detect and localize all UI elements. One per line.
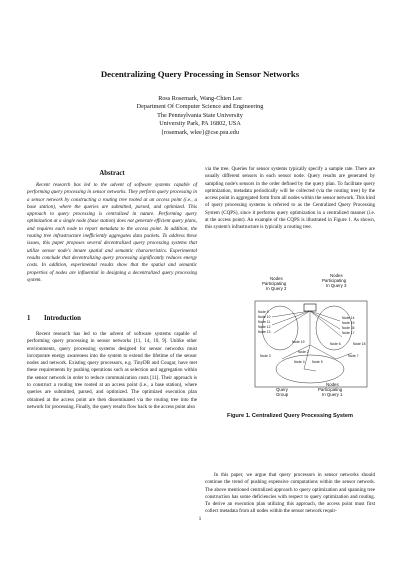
abstract-heading: Abstract — [99, 170, 125, 177]
node-label: Node 7 — [348, 354, 359, 358]
right-column-top — [205, 166, 375, 232]
label-query-group-line1: Query — [276, 387, 288, 392]
node-label: Node 9 — [258, 310, 269, 314]
paper-title: Decentralizing Query Processing in Sensor Networks — [100, 69, 300, 79]
label-query2-line3: In Query 2 — [266, 286, 287, 291]
network-boundary — [255, 301, 367, 387]
affiliation-university: The Pennsylvania State University — [157, 111, 243, 119]
cqps-diagram — [252, 273, 370, 403]
node-label: Node 5 — [312, 360, 323, 364]
right-column-bottom — [205, 472, 375, 516]
node-label: Node 4 — [294, 360, 305, 364]
introduction-body — [27, 331, 197, 411]
section-number: 1 — [27, 315, 31, 322]
author-email: {rosemark, wlee}@cse.psu.edu — [161, 128, 239, 136]
node-label: Node 10 — [258, 315, 271, 319]
base-station-icon — [304, 304, 316, 311]
label-query1-line3: In Query 1 — [322, 392, 343, 397]
author-names: Ross Rosemark, Wang-Chien Lee — [158, 95, 242, 102]
figure-caption: Figure 1. Centralized Query Processing System — [227, 413, 353, 419]
figure-1 — [252, 273, 370, 403]
section-title: Introduction — [44, 315, 81, 322]
label-query3-line3: In Query 3 — [326, 283, 347, 288]
label-query2-line2: Participating — [262, 281, 287, 286]
introduction-text: Recent research has led to the advent of software systems capable of performing query processing in sensor networks [11, 14, 10, 9]. Unlike other environments, query processing systems designed for sensor networks must incorporate energy awareness into the system to extend the lifetime of the sensor nodes and network. Existing query processors, e.g. TinyDB and Cougar, have met these requirements by pushing operations such as selection and aggregation within the sensor network in order to reduce communication costs [11]. Their approach is to construct a routing tree rooted at an access point (i.e., a base station), where queries are submitted, parsed, and optimized. The optimized execution plan obtained at the access point are then disseminated via the routing tree into the network for processing. Finally, the query results flow back to the access point also — [27, 331, 197, 410]
node-label: Node 2 — [298, 350, 309, 354]
label-query3-line1: Nodes — [330, 273, 343, 278]
abstract-text: Recent research has led to the advent of software systems capable of performing query processing in sensor networks. They perform query processing in a sensor network by constructing a routing tree rooted at an access point (i.e., a base station), where the queries are submitted, parsed, and optimized. This approach to query processing is centralized in nature. Performing query optimization at a single node (base station) does not generate efficient query plans, and requires each node to report metadata to the access point. In addition, the routing tree infrastructure inefficiently aggregates data packets. To address these issues, this paper proposes several decentralized query processing systems that utilize sensor node's innate spatial and semantic characteristics. Experimental results conclude that decentralizing query processing significantly reduces energy costs. In addition, experimental results show that the spatial and semantic properties of nodes are influential in designing a decentralized query processing system. — [27, 182, 197, 283]
label-query1-line2: Participating — [318, 387, 343, 392]
affiliation-department: Department Of Computer Science and Engineering — [136, 103, 264, 111]
label-query3-line2: Participating — [322, 278, 347, 283]
query1-group-ellipse — [276, 355, 344, 383]
node-label: Node 14 — [342, 316, 355, 320]
node-label: Node 17 — [342, 331, 355, 335]
node-label: Node 15 — [342, 321, 355, 325]
affiliation-address: University Park, PA 16802, USA — [159, 120, 241, 128]
section-heading — [27, 315, 81, 322]
right-top-text: via the tree. Queries for sensor systems typically specify a sample rate. There are usually different sensors in each sensor node. Query results are generated by sampling node's sensors in the order defined by the query plan. To facilitate query optimization, metadata periodically will be collected (via the routing tree) by the access point in aggregated form from all nodes within the sensor network. This kind of query processing systems is referred to as the Centralized Query Processing System (CQPS), since it performs query optimization in a centralized manner (i.e. at the access point). An example of the CQPS is illustrated in Figure 1. As shown, this system's infrastructure is typically a routing tree. — [205, 166, 375, 231]
node-label: Node 12 — [258, 325, 271, 329]
node-label: Node 13 — [258, 330, 271, 334]
node-label: Node 18 — [353, 342, 366, 346]
label-query2-line1: Nodes — [270, 276, 283, 281]
page-number: 1 — [198, 516, 202, 522]
label-query-group-line2: Group — [276, 392, 289, 397]
label-query1-line1: Nodes — [326, 382, 339, 387]
node-label: Node 3 — [260, 354, 271, 358]
abstract-body — [27, 182, 197, 284]
right-bottom-text: In this paper, we argue that query processors in sensor networks should continue the trend of pushing expensive computations within the sensor network. The above mentioned centralized approach to query optimization and spanning tree construction has some deficiencies with respect to query optimization and routing. To derive an execution plan utilizing this approach, the access point must first collect metadata from all nodes within the sensor network requir- — [205, 472, 375, 515]
node-label: Node 16 — [342, 326, 355, 330]
node-label: Node 11 — [258, 320, 271, 324]
author-block — [60, 95, 340, 137]
node-label: Node 6 — [330, 342, 341, 346]
node-label: Node 19 — [292, 340, 305, 344]
